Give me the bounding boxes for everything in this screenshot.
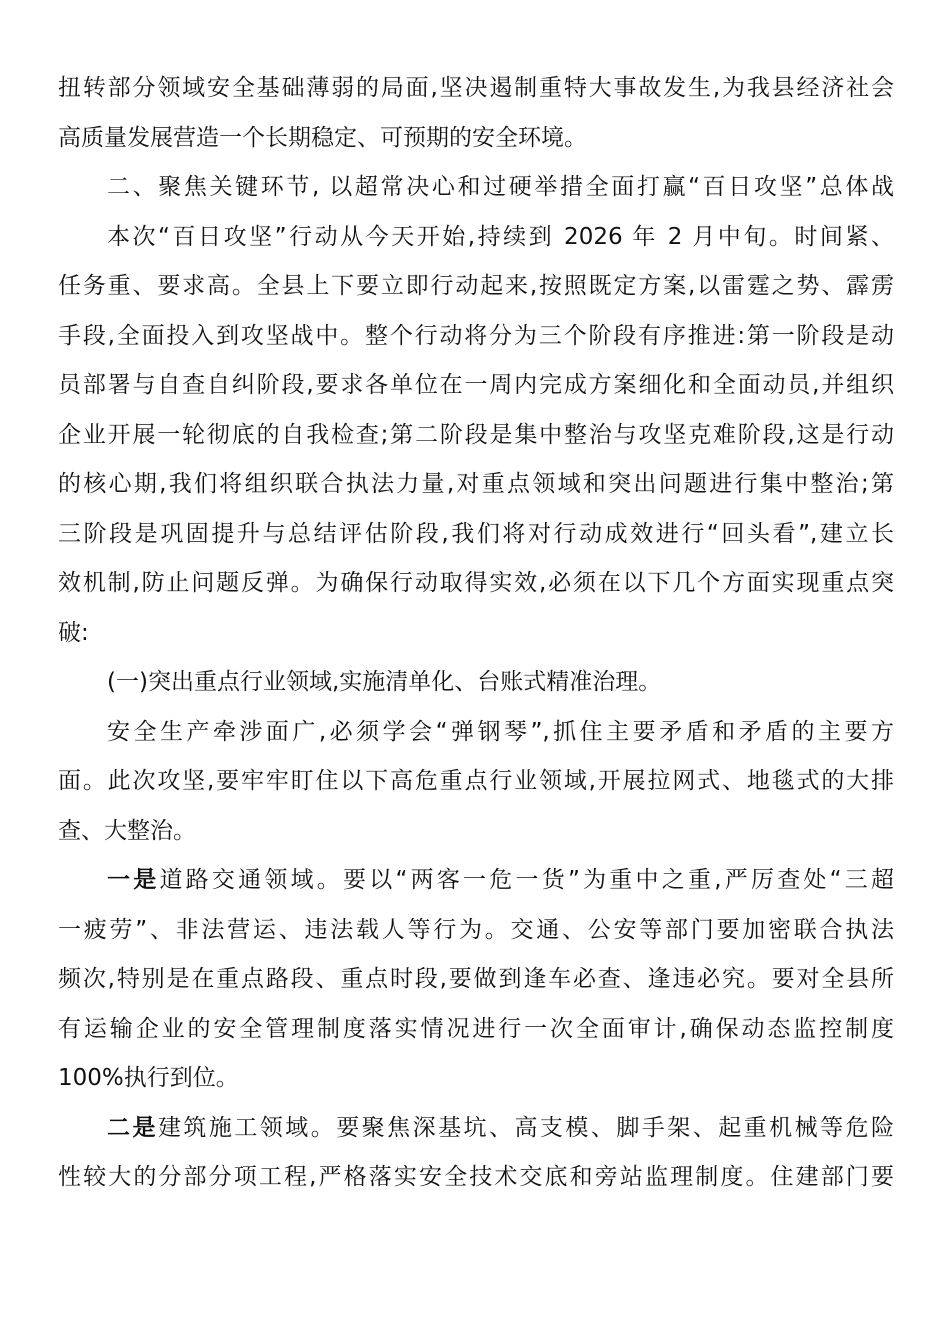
item-text: 道路交通领域。要以“两客一危一货”为重中之重,严厉查处“三超: [159, 867, 895, 893]
list-item-construction: [58, 1108, 894, 1158]
section-heading: 二、聚焦关键环节, 以超常决心和过硬举措全面打赢“百日攻坚”总体战: [107, 174, 894, 200]
paragraph-line: 企业开展一轮彻底的自我检查;第二阶段是集中整治与攻坚克难阶段,这是行动: [58, 421, 894, 448]
paragraph-line: 性较大的分部分项工程,严格落实安全技术交底和旁站监理制度。住建部门要: [58, 1164, 894, 1190]
item-number-label: 二是: [107, 1114, 158, 1141]
document-body: [58, 68, 894, 1207]
paragraph-line: 100%执行到位。: [58, 1065, 239, 1091]
paragraph-line: 一疲劳”、非法营运、违法载人等行为。交通、公安等部门要加密联合执法: [58, 916, 894, 943]
paragraph-line: 面。此次攻坚,要牢牢盯住以下高危重点行业领域,开展拉网式、地毯式的大排: [58, 768, 894, 794]
paragraph-line: 高质量发展营造一个长期稳定、可预期的安全环境。: [58, 124, 587, 151]
paragraph-line: 效机制,防止问题反弹。为确保行动取得实效,必须在以下几个方面实现重点突: [58, 570, 894, 596]
list-item-road-traffic: [58, 860, 894, 910]
subsection-heading: (一)突出重点行业领域,实施清单化、台账式精准治理。: [107, 669, 662, 695]
paragraph-line: 手段,全面投入到攻坚战中。整个行动将分为三个阶段有序推进:第一阶段是动: [58, 322, 894, 349]
paragraph-line: 破:: [58, 619, 89, 646]
paragraph-line: 的核心期,我们将组织联合执法力量,对重点领域和突出问题进行集中整治;第: [58, 471, 894, 497]
paragraph-line: 有运输企业的安全管理制度落实情况进行一次全面审计,确保动态监控制度: [58, 1015, 894, 1042]
paragraph-line: 本次“百日攻坚”行动从今天开始,持续到 2026 年 2 月中旬。时间紧、: [107, 223, 894, 250]
paragraph-line: 频次,特别是在重点路段、重点时段,要做到逢车必查、逢违必究。要对全县所: [58, 966, 894, 992]
paragraph-line: 安全生产牵涉面广,必须学会“弹钢琴”,抓住主要矛盾和矛盾的主要方: [107, 718, 894, 745]
paragraph-line: 查、大整治。: [58, 817, 196, 844]
paragraph-line: 扭转部分领域安全基础薄弱的局面,坚决遏制重特大事故发生,为我县经济社会: [58, 75, 894, 101]
paragraph-line: 员部署与自查自纠阶段,要求各单位在一周内完成方案细化和全面动员,并组织: [58, 372, 894, 398]
item-number-label: 一是: [107, 867, 160, 893]
item-text: 建筑施工领域。要聚焦深基坑、高支模、脚手架、起重机械等危险: [157, 1114, 895, 1141]
paragraph-line: 任务重、要求高。全县上下要立即行动起来,按照既定方案,以雷霆之势、霹雳: [58, 273, 894, 299]
paragraph-line: 三阶段是巩固提升与总结评估阶段,我们将对行动成效进行“回头看”,建立长: [58, 520, 894, 547]
